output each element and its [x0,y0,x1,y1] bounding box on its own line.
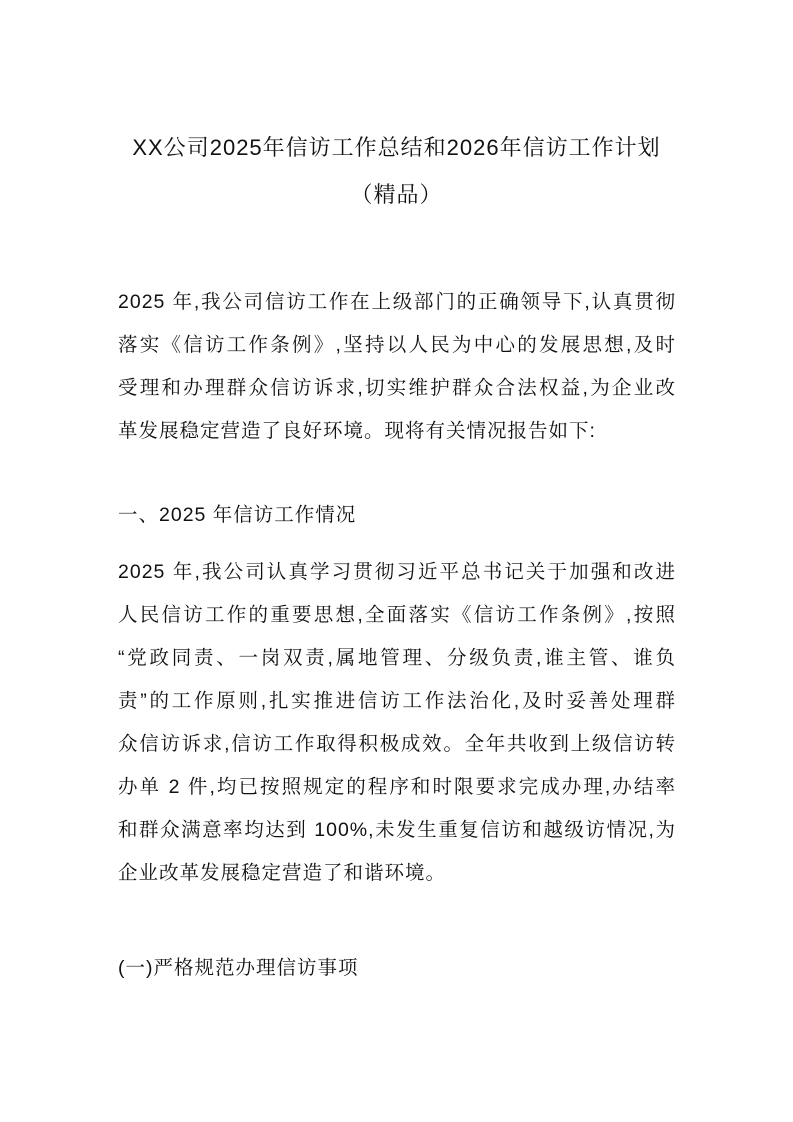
paragraph-line: 革发展稳定营造了良好环境。现将有关情况报告如下: [118,420,596,442]
paragraph-line: 办单 2 件,均已按照规定的程序和时限要求完成办理,办结率 [118,776,676,798]
paragraph-line: “党政同责、一岗双责,属地管理、分级负责,谁主管、谁负 [118,647,676,669]
paragraph-line: 众信访诉求,信访工作取得积极成效。全年共收到上级信访转 [118,733,676,755]
paragraph-line: 责”的工作原则,扎实推进信访工作法治化,及时妥善处理群 [118,690,676,712]
paragraph-line: 落实《信访工作条例》,坚持以人民为中心的发展思想,及时 [118,334,676,356]
paragraph-line: 2025 年,我公司信访工作在上级部门的正确领导下,认真贯彻 [118,291,676,313]
subsection-heading: (一)严格规范办理信访事项 [118,957,359,979]
paragraph-line: 受理和办理群众信访诉求,切实维护群众合法权益,为企业改 [118,377,676,399]
document-subtitle: （精品） [350,182,443,207]
paragraph-line: 人民信访工作的重要思想,全面落实《信访工作条例》,按照 [118,604,676,626]
document-title: XX公司2025年信访工作总结和2026年信访工作计划 [132,135,661,160]
paragraph-line: 企业改革发展稳定营造了和谐环境。 [118,862,447,884]
paragraph-line: 2025 年,我公司认真学习贯彻习近平总书记关于加强和改进 [118,561,676,583]
section-heading: 一、2025 年信访工作情况 [118,504,357,526]
paragraph-line: 和群众满意率均达到 100%,未发生重复信访和越级访情况,为 [118,819,676,841]
